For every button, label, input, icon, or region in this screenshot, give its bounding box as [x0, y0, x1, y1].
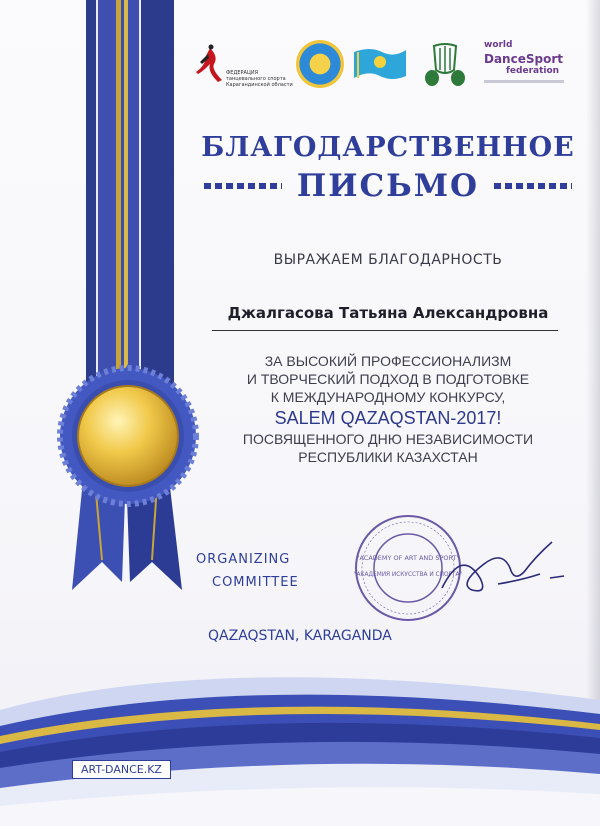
- website-link[interactable]: ART-DANCE.KZ: [72, 760, 171, 779]
- dancers-icon: [196, 44, 224, 86]
- organizer-line-1: ORGANIZING: [196, 552, 291, 567]
- name-underline: [212, 330, 558, 331]
- certificate-title-line2: ПИСЬМО: [296, 168, 480, 204]
- kazakhstan-flag-icon: [352, 44, 408, 84]
- organizer-line-2: COMMITTEE: [212, 575, 299, 590]
- body-line-1: ЗА ВЫСОКИЙ ПРОФЕССИОНАЛИЗМ: [264, 353, 512, 369]
- wdsf-dancesport: DanceSport: [484, 52, 563, 66]
- wdsf-federation: federation: [506, 66, 560, 76]
- wdsf-world: world: [484, 40, 513, 50]
- wdsf-logo: [484, 40, 564, 94]
- footer-waves: [0, 640, 600, 826]
- stamp-text-ru: "АКАДЕМИЯ ИСКУССТВА И СПОРТА": [353, 572, 463, 578]
- body-line-5: ПОСВЯЩЕННОГО ДНЮ НЕЗАВИСИМОСТИ: [242, 431, 534, 447]
- certificate-body: [196, 352, 580, 466]
- lyre-masks-icon: [420, 40, 470, 90]
- gold-medal-icon: [48, 362, 208, 510]
- recipient-name: Джалгасова Татьяна Александровна: [227, 304, 549, 322]
- certificate-title-line1: БЛАГОДАРСТВЕННОЕ: [201, 132, 575, 163]
- body-line-2: И ТВОРЧЕСКИЙ ПОДХОД В ПОДГОТОВКЕ: [246, 371, 530, 387]
- body-line-6: РЕСПУБЛИКИ КАЗАХСТАН: [298, 449, 478, 465]
- title-dashes-right: [494, 183, 572, 189]
- body-line-4: SALEM QAZAQSTAN-2017!: [274, 408, 502, 428]
- stamp-text-en: "ACADEMY OF ART AND SPORT": [356, 554, 460, 562]
- location-text: QAZAQSTAN, KARAGANDA: [208, 628, 392, 644]
- federation-logo: [196, 44, 296, 92]
- signature-icon: [432, 528, 572, 608]
- federation-text: ФЕДЕРАЦИЯ танцевального спорта Карагандинской области: [226, 70, 293, 88]
- thanks-line: ВЫРАЖАЕМ БЛАГОДАРНОСТЬ: [273, 252, 503, 268]
- body-line-3: К МЕЖДУНАРОДНОМУ КОНКУРСУ,: [270, 389, 506, 405]
- wdsf-underline: [484, 80, 564, 83]
- karaganda-emblem-icon: [296, 40, 344, 88]
